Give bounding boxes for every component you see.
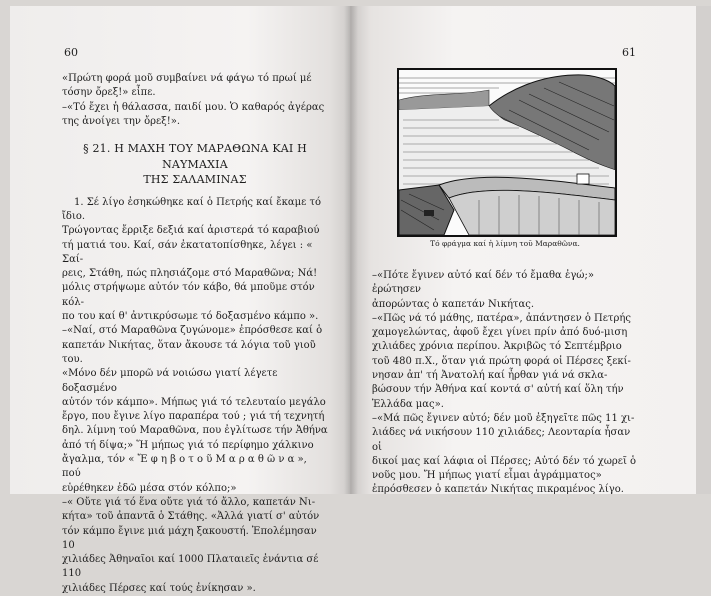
text-line: ρεις, Στάθη, πώς πλησιάζομε στό Μαραθῶνα; Νά! (62, 268, 318, 280)
section-heading (62, 141, 328, 188)
text-line: δικοί μας καί λάφια οἱ Πέρσες; Αὐτό δέν τό χωρεῖ ὁ (372, 455, 637, 467)
text-line: –«Μά πῶς ἔγινεν αὐτό; δέν μοῦ ἐξηγεῖτε πῶς 11 χι- (372, 412, 635, 424)
text-line: αὐτόν τόν κάμπο». Μήπως γιά τό τελευταίο μεγάλο (62, 396, 326, 408)
illustration-marathon-dam-icon (397, 68, 617, 237)
text-line: –«Πῶς νά τό μάθης, πατέρα», ἀπάντησεν ὁ Πετρής (372, 312, 631, 324)
illustration-caption: Τό φράγμα καί ἡ λίμνη τοῦ Μαραθῶνα. (430, 239, 580, 248)
text-line: ἀπορώντας ὁ καπετάν Νικήτας. (372, 298, 534, 310)
section-heading-line-2: ΤΗΣ ΣΑΛΑΜΙΝΑΣ (143, 173, 247, 187)
text-line: τόν κάμπο ἔγινε μιά μάχη ξακουστή. Ἐπολέμησαν 10 (62, 525, 317, 551)
text-line: –«Τό ἔχει ἡ θάλασσα, παιδί μου. Ὁ καθαρός ἀγέρας (62, 101, 325, 113)
text-line: 1. Σέ λίγο ἐσηκώθηκε καί ὁ Πετρής καί ἔκαμε τό ἴδιο. (62, 196, 322, 222)
page-number-left: 60 (64, 46, 78, 59)
text-line: χιλιάδες Πέρσες καί τούς ἐνίκησαν ». (62, 582, 256, 594)
text-line: χαμογελώντας, ἀφοῦ ἔχει γίνει πρίν ἀπό δυό-μιση (372, 327, 628, 339)
left-page-text (62, 72, 328, 596)
text-line: –«Πότε ἔγινεν αὐτό καί δέν τό ἔμαθα ἐγώ;» ἐρώτησεν (372, 270, 594, 296)
right-page (350, 6, 696, 494)
text-line: «Πρώτη φορά μοῦ συμβαίνει νά φάγω τό πρωί μέ (62, 73, 312, 84)
text-line: εὑρέθηκεν ἐδῶ μέσα στόν κόλπο;» (62, 482, 237, 494)
text-line: χιλιάδες χρόνια περίπου. Ἀκριβῶς τό Σεπτέμβριο (372, 341, 622, 353)
page-edges (696, 6, 711, 494)
text-line: νοῦς μου. Ἤ μήπως γιατί εἶμαι ἀγράμματος» (372, 470, 602, 482)
text-line: δηλ. λίμνη τού Μαραθῶνα, που ἐγλίτωσε τήν Ἀθήνα (62, 425, 328, 437)
text-line: ἔργο, που ἔγινε λίγο παραπέρα τού ; γιά τή τεχνητή (62, 411, 325, 423)
text-line: –«Ναί, στό Μαραθῶνα ζυγώνομε» ἐπρόσθεσε καί ὁ (62, 325, 323, 337)
dam-drawing (399, 70, 615, 235)
text-line: νησαν ἀπ' τή Ἀνατολή καί ἦρθαν γιά νά σκλα- (372, 370, 608, 382)
text-line: τοῦ 480 π.Χ., ὅταν γιά πρώτη φορά οἱ Πέρσες ξεκί- (372, 355, 631, 367)
text-line: πο του καί θ' ἀντικρύσωμε τό δοξασμένο κάμπο ». (62, 311, 319, 323)
text-line: καπετάν Νικήτας, ὅταν ἄκουσε τά λόγια τοῦ γιοῦ του. (62, 339, 316, 365)
section-heading-line-1: § 21. Η ΜΑΧΗ ΤΟΥ ΜΑΡΑΘΩΝΑ ΚΑΙ Η ΝΑΥΜΑΧΙΑ (83, 142, 307, 171)
text-line: τόσην ὄρεξ!» εἶπε. (62, 87, 156, 99)
text-line: κήτα» τοῦ ἀπαντᾶ ὁ Στάθης. «Ἀλλά γιατί σ' αὐτόν (62, 511, 320, 523)
text-line: ἐπρόσθεσεν ὁ καπετάν Νικήτας πικραμένος λίγο. (372, 484, 624, 496)
text-line: Ἑλλάδα μας». (372, 398, 444, 410)
text-line: ἀπό τή δίψα;» Ἥ μήπως γιά τό περίφημο χάλκινο (62, 439, 314, 451)
text-line: βώσουν τήν Ἀθήνα καί κοντά σ' αὐτή καί ὅλη τήν (372, 384, 624, 396)
text-line: «Μόνο δέν μπορῶ νά νοιώσω γιατί λέγετε δοξασμένο (62, 368, 278, 394)
text-line: –« Οὔτε γιά τό ἕνα οὔτε γιά τό ἄλλο, καπετάν Νι- (62, 496, 316, 508)
text-line: μόλις στρήψωμε αὐτόν τόν κάβο, θά μποῦμε στόν κόλ- (62, 282, 315, 308)
left-page (10, 6, 350, 594)
right-page-text (372, 269, 638, 498)
book-gutter (344, 6, 358, 494)
page-number-right: 61 (622, 46, 636, 59)
text-line: της ἀνοίγει την ὄρεξ!». (62, 115, 181, 127)
text-line: χιλιάδες Ἀθηναῖοι καί 1000 Πλαταιεῖς ἐνάντια σέ 110 (62, 554, 319, 580)
text-line: τή ματιά του. Καί, σάν ἐκατατοπίσθηκε, λέγει : « Σαί- (62, 239, 313, 265)
text-line: λιάδες νά νικήσουν 110 χιλιάδες; Λεονταρία ἦσαν οἱ (372, 427, 631, 453)
text-line: Τρώγοντας ἔρριξε δεξιά καί ἀριστερά τό καραβιού (62, 225, 320, 237)
text-line: ἄγαλμα, τόν « Ἔ φ η β ο τ ο ῦ Μ α ρ α θ ῶ ν α », πού (62, 454, 307, 480)
